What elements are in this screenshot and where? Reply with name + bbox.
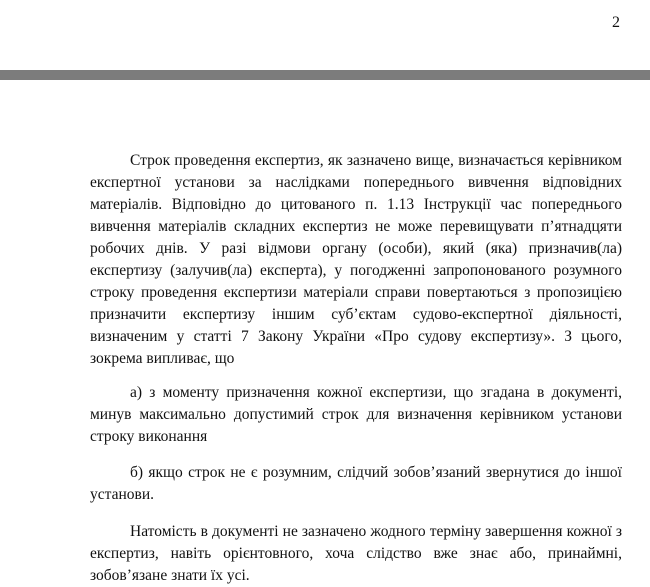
paragraph-conclusion: Натомість в документі не зазначено жодного терміну завершення кожної з експертиз, навіть орієнтовного, хоча слідство вже знає або, принаймні, зобов’язане знати їх усі. bbox=[90, 523, 622, 584]
paragraph-deadlines: Строк проведення експертиз, як зазначено вище, визначається керівником експертної установи за наслідками попереднього вивчення відповідних матеріалів. Відповідно до цитованого п. 1.13 Інструкції час попереднього вивчення матеріалів складних експертиз не може перевищувати п’ятнадцяти робочих днів. У разі відмови органу (особи), який (яка) призначив(ла) експертизу (залучив(ла) експерта), у погодженні запропонованого розумного строку проведення експертизи матеріали справи повертаються з пропозицією призначити експертизу іншим суб’єктам судово-експертної діяльності, визначеним у статті 7 Закону України «Про судову експертизу». З цього, зокрема випливає, що bbox=[90, 152, 622, 367]
list-item-b: б) якщо строк не є розумним, слідчий зобов’язаний звернутися до іншої установи. bbox=[90, 464, 622, 503]
header-divider bbox=[0, 70, 650, 80]
page-number: 2 bbox=[612, 14, 620, 31]
document-body bbox=[90, 150, 622, 587]
list-item-a: а) з моменту призначення кожної експертизи, що згадана в документі, минув максимально допустимий строк для визначення керівником установи строку виконання bbox=[90, 384, 622, 445]
